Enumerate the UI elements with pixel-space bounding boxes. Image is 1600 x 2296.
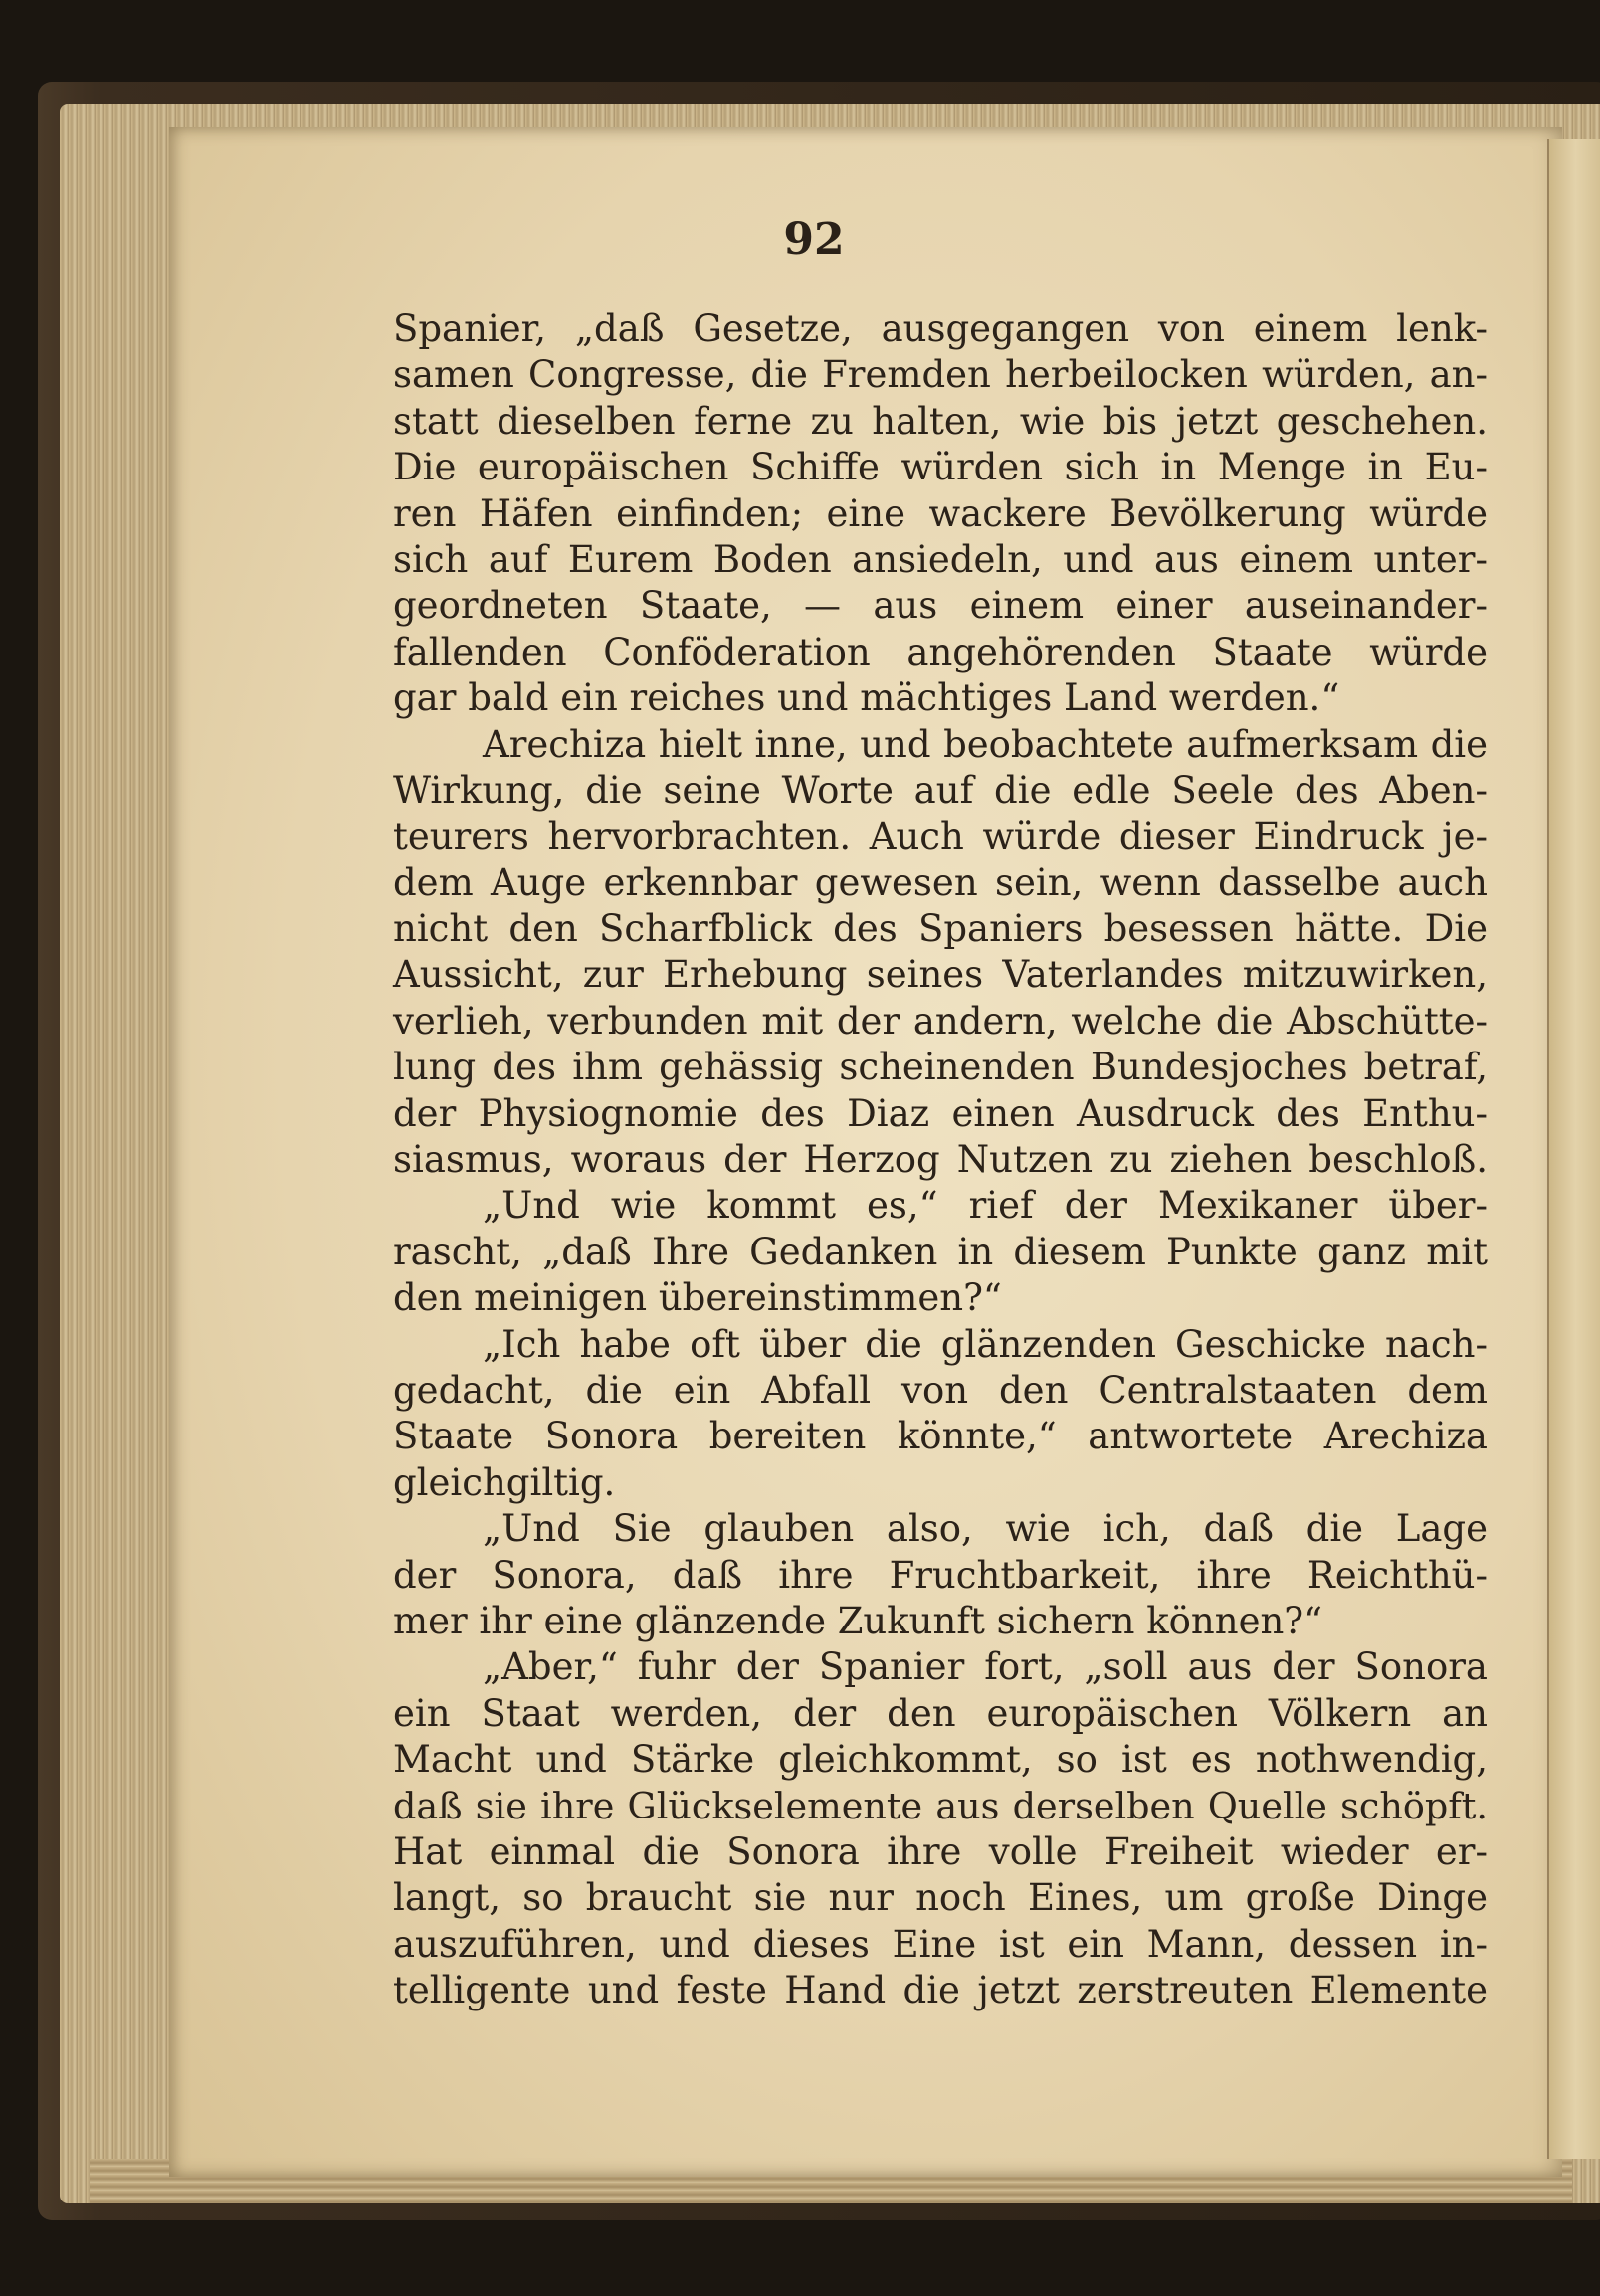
text-line: gleichgiltig. [393, 1460, 616, 1504]
text-line: Arechiza hielt inne, und beobachtete aufmerksam die [483, 722, 1488, 766]
facing-page-edge [1547, 139, 1600, 2159]
text-line: teurers hervorbrachten. Auch würde dieser Eindruck je- [393, 815, 1488, 859]
text-line: langt, so braucht sie nur noch Eines, um große Dinge [393, 1876, 1488, 1920]
text-line: auszuführen, und dieses Eine ist ein Mann, dessen in- [393, 1922, 1488, 1966]
text-line: geordneten Staate, — aus einem einer auseinander- [393, 584, 1488, 628]
text-line: sich auf Eurem Boden ansiedeln, und aus einem unter- [393, 537, 1488, 581]
text-line: nicht den Scharfblick des Spaniers besessen hätte. Die [393, 907, 1488, 951]
text-line: telligente und feste Hand die jetzt zerstreuten Elemente [393, 1969, 1488, 2012]
text-line: den meinigen übereinstimmen?“ [393, 1276, 1002, 1320]
text-line: samen Congresse, die Fremden herbeilocken würden, an- [393, 353, 1488, 397]
text-line: fallenden Conföderation angehörenden Staate würde [393, 630, 1488, 673]
text-line: daß sie ihre Glückselemente aus derselben Quelle schöpft. [393, 1784, 1488, 1827]
text-line: ren Häfen einfinden; eine wackere Bevölkerung würde [393, 491, 1488, 535]
text-line: „Und wie kommt es,“ rief der Mexikaner über- [483, 1184, 1488, 1228]
text-line: Hat einmal die Sonora ihre volle Freiheit wieder er- [393, 1829, 1488, 1873]
text-line: ein Staat werden, der den europäischen Völkern an [393, 1691, 1488, 1735]
text-line: rascht, „daß Ihre Gedanken in diesem Punkte ganz mit [393, 1230, 1488, 1273]
text-line: „Ich habe oft über die glänzenden Geschicke nach- [483, 1322, 1488, 1366]
text-line: gedacht, die ein Abfall von den Centralstaaten dem [393, 1368, 1488, 1412]
text-line: „Aber,“ fuhr der Spanier fort, „soll aus der Sonora [483, 1645, 1488, 1689]
text-line: mer ihr eine glänzende Zukunft sichern können?“ [393, 1599, 1323, 1642]
text-line: der Sonora, daß ihre Fruchtbarkeit, ihre Reichthü- [393, 1553, 1488, 1597]
text-line: Macht und Stärke gleichkommt, so ist es nothwendig, [393, 1738, 1488, 1782]
text-line: „Und Sie glauben also, wie ich, daß die Lage [483, 1507, 1488, 1551]
text-line: der Physiognomie des Diaz einen Ausdruck des Enthu- [393, 1091, 1488, 1135]
text-line: Wirkung, die seine Worte auf die edle Seele des Aben- [393, 768, 1488, 812]
page-number: 92 [783, 214, 845, 265]
text-line: dem Auge erkennbar gewesen sein, wenn dasselbe auch [393, 861, 1488, 904]
text-line: lung des ihm gehässig scheinenden Bundesjoches betraf, [393, 1046, 1488, 1089]
text-line: Aussicht, zur Erhebung seines Vaterlandes mitzuwirken, [393, 953, 1488, 997]
body-text [393, 306, 1488, 2013]
text-line: Staate Sonora bereiten könnte,“ antwortete Arechiza [393, 1415, 1488, 1458]
text-line: siasmus, woraus der Herzog Nutzen zu ziehen beschloß. [393, 1138, 1488, 1182]
text-line: Die europäischen Schiffe würden sich in Menge in Eu- [393, 446, 1488, 489]
text-line: Spanier, „daß Gesetze, ausgegangen von einem lenk- [393, 307, 1488, 350]
text-line: statt dieselben ferne zu halten, wie bis jetzt geschehen. [393, 399, 1488, 443]
text-line: verlieh, verbunden mit der andern, welche die Abschütte- [393, 999, 1488, 1043]
text-line: gar bald ein reiches und mächtiges Land werden.“ [393, 676, 1340, 720]
